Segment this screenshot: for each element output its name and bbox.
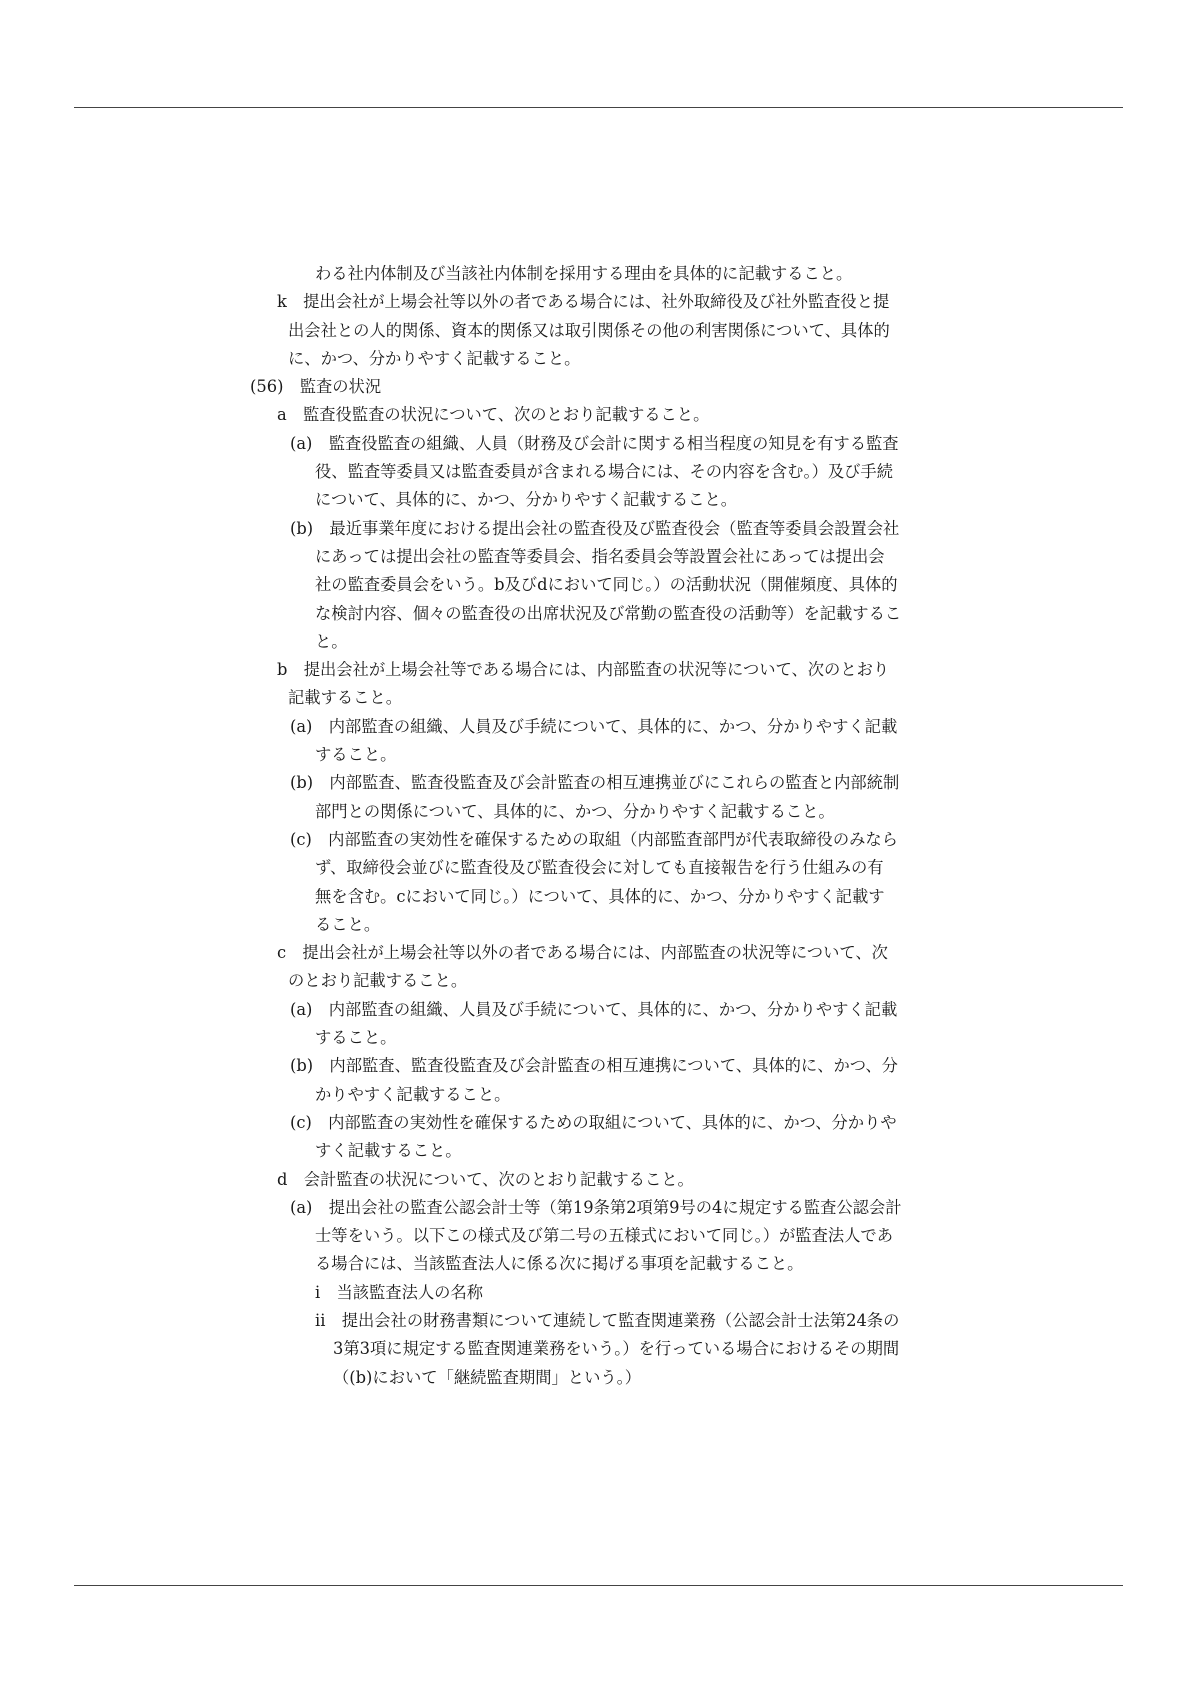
- text-line: すること。: [315, 745, 397, 765]
- text-line: (a) 内部監査の組織、人員及び手続について、具体的に、かつ、分かりやすく記載: [290, 999, 898, 1019]
- text-line: る場合には、当該監査法人に係る次に掲げる事項を記載すること。: [315, 1254, 804, 1274]
- text-line: な検討内容、個々の監査役の出席状況及び常勤の監査役の活動等）を記載するこ: [315, 603, 902, 623]
- footer-rule: [74, 1585, 1123, 1586]
- text-line: について、具体的に、かつ、分かりやすく記載すること。: [315, 490, 738, 510]
- text-line: a 監査役監査の状況について、次のとおり記載すること。: [277, 405, 710, 425]
- text-line: 部門との関係について、具体的に、かつ、分かりやすく記載すること。: [315, 801, 835, 821]
- text-line: k 提出会社が上場会社等以外の者である場合には、社外取締役及び社外監査役と提: [277, 292, 890, 312]
- document-body: [250, 260, 960, 1392]
- text-line: 無を含む。cにおいて同じ。）について、具体的に、かつ、分かりやすく記載す: [315, 886, 885, 906]
- text-line: 記載すること。: [288, 688, 402, 708]
- text-line: (c) 内部監査の実効性を確保するための取組（内部監査部門が代表取締役のみなら: [290, 829, 898, 849]
- text-line: すく記載すること。: [315, 1141, 462, 1161]
- text-line: 出会社との人的関係、資本的関係又は取引関係その他の利害関係について、具体的: [288, 320, 890, 340]
- text-line: (c) 内部監査の実効性を確保するための取組について、具体的に、かつ、分かりや: [290, 1112, 897, 1132]
- text-line: c 提出会社が上場会社等以外の者である場合には、内部監査の状況等について、次: [277, 943, 888, 963]
- text-line: i 当該監査法人の名称: [315, 1282, 484, 1302]
- section-heading: (56) 監査の状況: [250, 377, 382, 397]
- text-line: かりやすく記載すること。: [315, 1084, 511, 1104]
- text-line: (a) 内部監査の組織、人員及び手続について、具体的に、かつ、分かりやすく記載: [290, 716, 898, 736]
- text-line: (b) 内部監査、監査役監査及び会計監査の相互連携並びにこれらの監査と内部統制: [290, 773, 900, 793]
- text-line: (b) 内部監査、監査役監査及び会計監査の相互連携について、具体的に、かつ、分: [290, 1056, 898, 1076]
- text-line: (a) 提出会社の監査公認会計士等（第19条第2項第9号の4に規定する監査公認会計: [290, 1197, 902, 1217]
- text-line: 士等をいう。以下この様式及び第二号の五様式において同じ。）が監査法人であ: [315, 1226, 893, 1246]
- text-line: ること。: [315, 914, 381, 934]
- text-line: のとおり記載すること。: [288, 971, 468, 991]
- text-line: b 提出会社が上場会社等である場合には、内部監査の状況等について、次のとおり: [277, 660, 890, 680]
- text-line: に、かつ、分かりやすく記載すること。: [288, 348, 581, 368]
- text-line: 役、監査等委員又は監査委員が含まれる場合には、その内容を含む。）及び手続: [315, 462, 893, 482]
- header-rule: [74, 107, 1123, 108]
- text-line: ず、取締役会並びに監査役及び監査役会に対しても直接報告を行う仕組みの有: [315, 858, 884, 878]
- text-line: (a) 監査役監査の組織、人員（財務及び会計に関する相当程度の知見を有する監査: [290, 433, 899, 453]
- text-line: にあっては提出会社の監査等委員会、指名委員会等設置会社にあっては提出会: [315, 546, 885, 566]
- text-line: ii 提出会社の財務書類について連続して監査関連業務（公認会計士法第24条の: [315, 1310, 900, 1330]
- text-line: すること。: [315, 1028, 397, 1048]
- text-line: 3第3項に規定する監査関連業務をいう。）を行っている場合におけるその期間: [333, 1339, 900, 1359]
- text-line: （(b)において「継続監査期間」という。）: [333, 1367, 642, 1387]
- text-line: 社の監査委員会をいう。b及びdにおいて同じ。）の活動状況（開催頻度、具体的: [315, 575, 898, 595]
- text-line: (b) 最近事業年度における提出会社の監査役及び監査役会（監査等委員会設置会社: [290, 518, 900, 538]
- text-line: わる社内体制及び当該社内体制を採用する理由を具体的に記載すること。: [315, 264, 853, 283]
- text-line: d 会計監査の状況について、次のとおり記載すること。: [277, 1169, 694, 1189]
- text-line: と。: [315, 631, 348, 651]
